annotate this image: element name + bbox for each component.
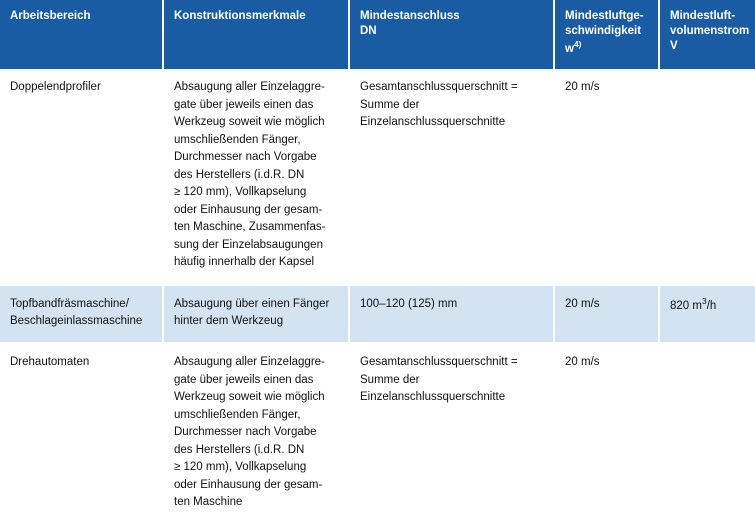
cell-line: Summe der (360, 98, 420, 111)
header-row (0, 0, 755, 69)
cell-mindestluftgeschwindigkeit (554, 69, 659, 284)
cell-text: 100–120 (125) mm (360, 297, 458, 310)
cell-line: des Herstellers (i.d.R. DN (174, 168, 305, 181)
cell-line: Einzelanschlussquerschnitte (360, 116, 506, 129)
cell-line: oder Einhausung der gesam- (174, 478, 323, 491)
table-header (0, 0, 755, 69)
header-label-line1: Mindestluftge- (565, 10, 644, 22)
cell-arbeitsbereich (0, 343, 163, 524)
column-header-mindestluftgeschwindigkeit (554, 0, 659, 69)
table-row (0, 285, 755, 344)
column-header-konstruktionsmerkmale (163, 0, 349, 69)
table-body (0, 69, 755, 524)
header-label-line1: Mindestluft- (670, 10, 736, 22)
header-label-line3 (565, 39, 648, 57)
cell-mindestanschluss (349, 343, 554, 524)
cell-mindestluftgeschwindigkeit (554, 285, 659, 344)
cell-mindestluftvolumenstrom (659, 69, 755, 284)
cell-line: Werkzeug soweit wie möglich (174, 116, 325, 129)
cell-text: 20 m/s (565, 81, 600, 94)
cell-line: umschließenden Fänger, (174, 408, 301, 421)
cell-line: ten Maschine, Zusammenfas- (174, 221, 326, 234)
cell-line: Summe der (360, 373, 420, 386)
header-symbol-v: V (670, 40, 678, 53)
cell-line: Absaugung aller Einzelaggre- (174, 356, 325, 369)
cell-line: umschließenden Fänger, (174, 133, 301, 146)
cell-line: Gesamtanschlussquerschnitt = (360, 81, 518, 94)
cell-line: Beschlageinlassmaschine (10, 314, 143, 327)
volumenstrom-value: 820 m (670, 300, 702, 313)
cell-line: Durchmesser nach Vorgabe (174, 426, 317, 439)
cell-line: Einzelanschlussquerschnitte (360, 391, 506, 404)
cell-arbeitsbereich (0, 69, 163, 284)
cell-text: Doppelendprofiler (10, 81, 101, 94)
cell-line: oder Einhausung der gesam- (174, 203, 323, 216)
cell-mindestluftvolumenstrom (659, 285, 755, 344)
cell-line: häufig innerhalb der Kapsel (174, 256, 315, 269)
cell-line: Werkzeug soweit wie möglich (174, 391, 325, 404)
cell-mindestluftvolumenstrom (659, 343, 755, 524)
header-label-line2: volumenstrom (670, 25, 750, 38)
cell-text: 20 m/s (565, 356, 600, 369)
cell-mindestanschluss (349, 69, 554, 284)
table-row (0, 343, 755, 524)
cell-line: hinter dem Werkzeug (174, 314, 284, 327)
cell-line: sung der Einzelabsaugungen (174, 238, 323, 251)
cell-arbeitsbereich (0, 285, 163, 344)
footnote-marker: 4) (573, 39, 582, 50)
cell-line: ≥ 120 mm), Vollkapselung (174, 461, 307, 474)
header-label: Konstruktionsmerkmale (174, 10, 306, 22)
cell-konstruktionsmerkmale (163, 285, 349, 344)
cell-line: gate über jeweils einen das (174, 373, 314, 386)
cell-line: Absaugung aller Einzelaggre- (174, 81, 325, 94)
column-header-arbeitsbereich (0, 0, 163, 69)
cell-text: 20 m/s (565, 297, 600, 310)
cell-line: gate über jeweils einen das (174, 98, 314, 111)
cell-text: Drehautomaten (10, 356, 90, 369)
column-header-mindestluftvolumenstrom (659, 0, 755, 69)
header-label-line2: DN (360, 25, 377, 38)
header-symbol-w: w (565, 43, 574, 56)
cell-konstruktionsmerkmale (163, 343, 349, 524)
column-header-mindestanschluss (349, 0, 554, 69)
volumenstrom-unit: /h (706, 300, 717, 313)
header-label: Arbeitsbereich (10, 10, 91, 22)
volumenstrom-exponent: 3 (701, 296, 707, 307)
header-label-line2: schwindigkeit (565, 25, 642, 38)
cell-line: Absaugung über einen Fänger (174, 297, 330, 310)
cell-mindestanschluss (349, 285, 554, 344)
cell-text (670, 296, 717, 313)
header-label-line1: Mindestanschluss (360, 10, 460, 22)
cell-line: ≥ 120 mm), Vollkapselung (174, 186, 307, 199)
cell-line: ten Maschine (174, 496, 243, 509)
cell-konstruktionsmerkmale (163, 69, 349, 284)
cell-line: Gesamtanschlussquerschnitt = (360, 356, 518, 369)
cell-mindestluftgeschwindigkeit (554, 343, 659, 524)
cell-line: Durchmesser nach Vorgabe (174, 151, 317, 164)
cell-line: Topfbandfräsmaschine/ (10, 297, 129, 310)
cell-line: des Herstellers (i.d.R. DN (174, 443, 305, 456)
table-row (0, 69, 755, 284)
